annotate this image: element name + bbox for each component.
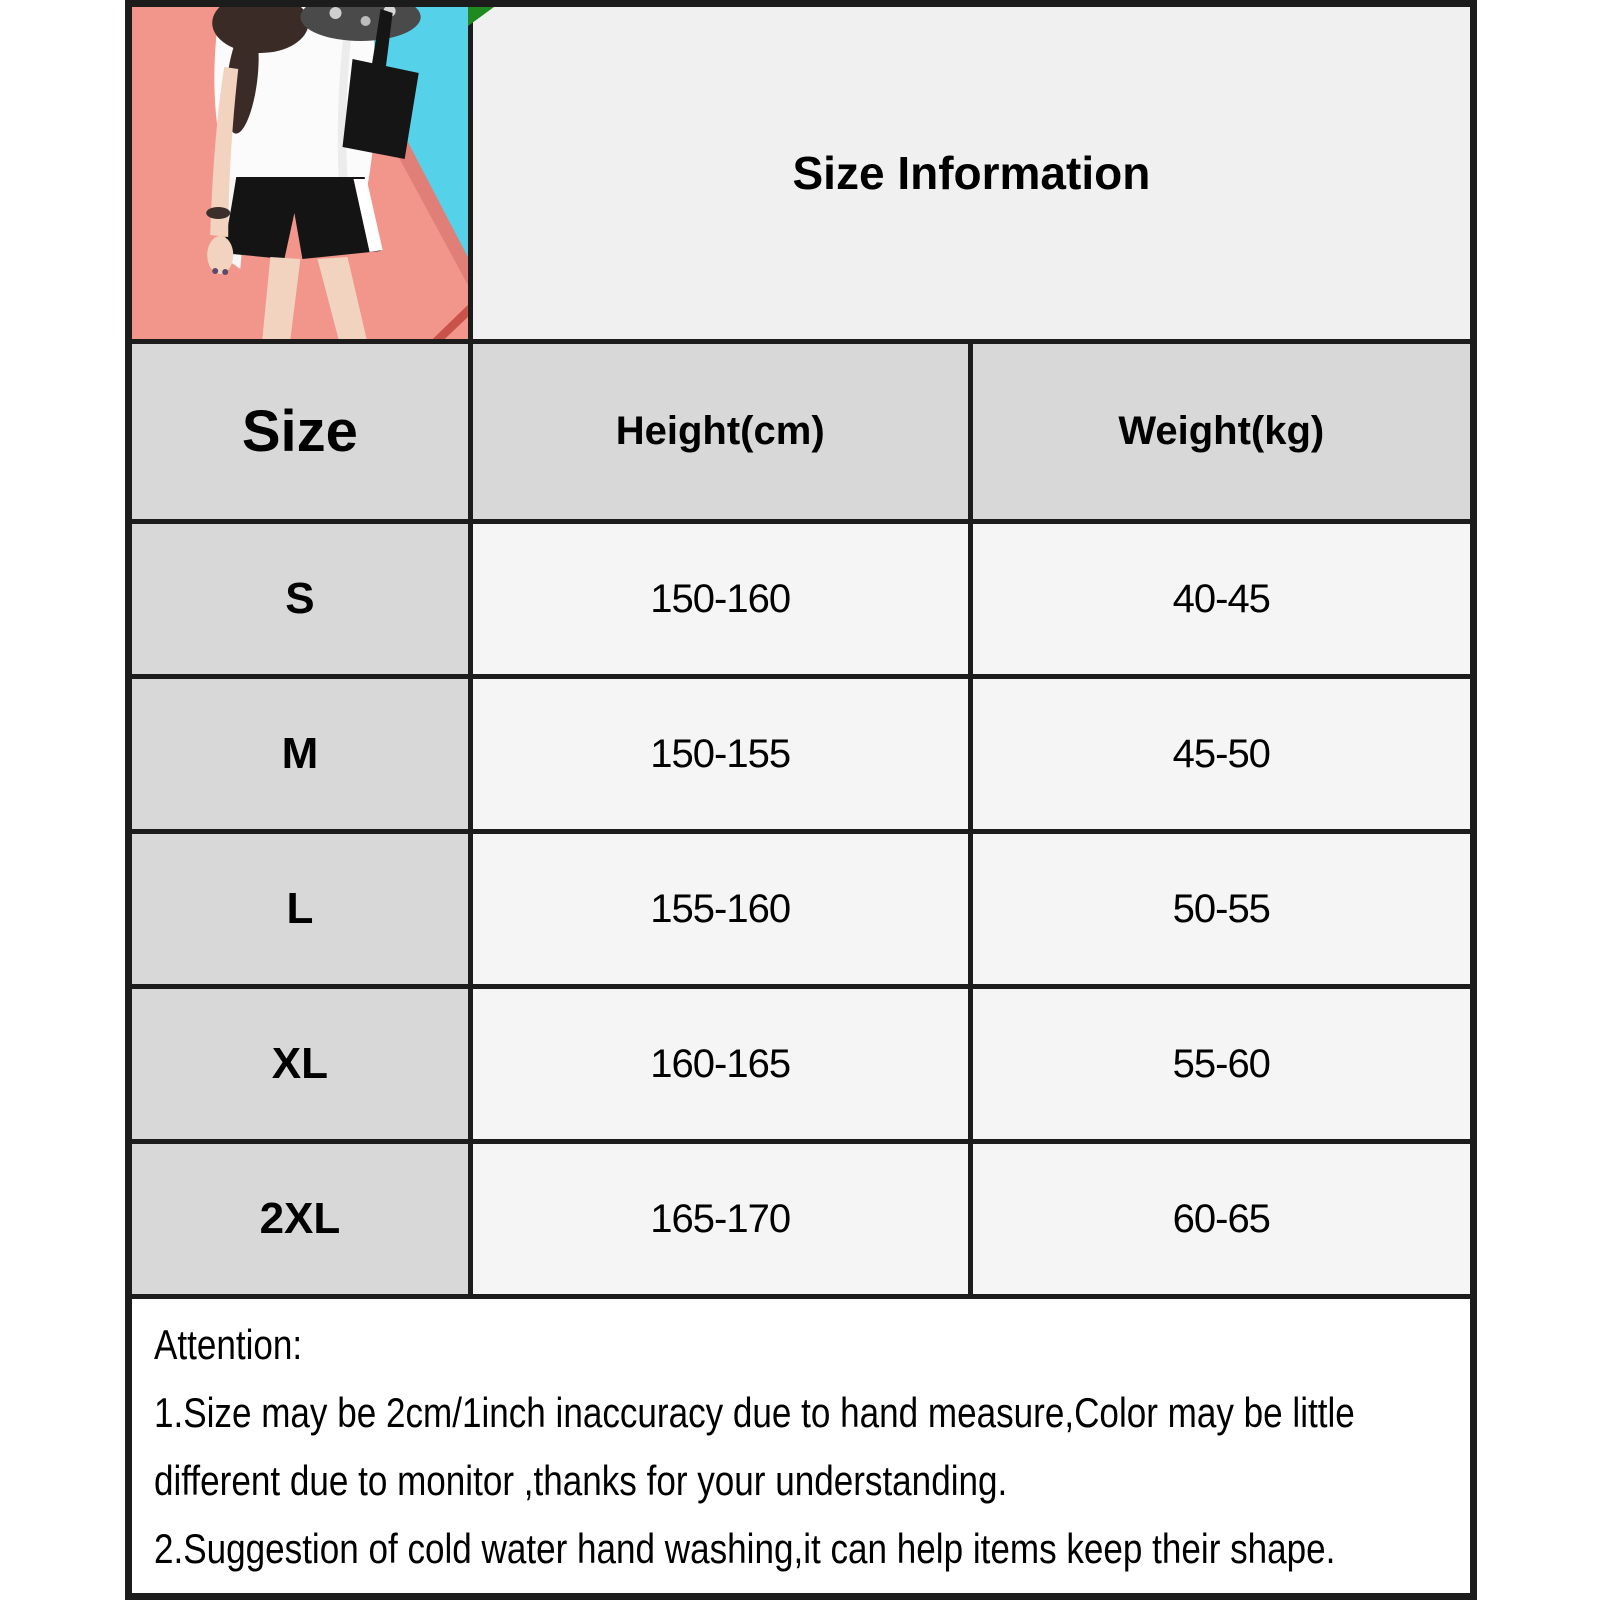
size-chart-sheet <box>125 0 1477 1600</box>
size-cell: M <box>132 679 468 829</box>
table-row <box>132 519 1470 674</box>
attention-text-block <box>154 1311 1457 1583</box>
height-cell: 165-170 <box>468 1144 968 1294</box>
weight-cell: 40-45 <box>968 524 1470 674</box>
height-cell: 160-165 <box>468 989 968 1139</box>
table-row <box>132 829 1470 984</box>
weight-cell: 60-65 <box>968 1144 1470 1294</box>
page-title: Size Information <box>792 147 1151 199</box>
header-cell-height: Height(cm) <box>468 344 968 519</box>
attention-note: 1.Size may be 2cm/1inch inaccuracy due to hand measure,Color may be little different due to monitor ,thanks for your understanding. <box>154 1389 1355 1504</box>
weight-cell: 50-55 <box>968 834 1470 984</box>
table-row <box>132 1139 1470 1294</box>
corner-flag-icon <box>468 7 494 26</box>
size-cell: XL <box>132 989 468 1139</box>
size-cell: S <box>132 524 468 674</box>
size-cell: L <box>132 834 468 984</box>
product-photo <box>132 7 468 339</box>
table-row <box>132 674 1470 829</box>
attention-heading: Attention: <box>154 1321 303 1368</box>
weight-cell: 45-50 <box>968 679 1470 829</box>
header-cell-weight: Weight(kg) <box>968 344 1470 519</box>
height-cell: 150-160 <box>468 524 968 674</box>
height-cell: 155-160 <box>468 834 968 984</box>
photo-illustration <box>132 7 468 339</box>
attention-note: 2.Suggestion of cold water hand washing,it can help items keep their shape. <box>154 1525 1336 1572</box>
height-cell: 150-155 <box>468 679 968 829</box>
weight-cell: 55-60 <box>968 989 1470 1139</box>
attention-section <box>132 1294 1470 1593</box>
top-band <box>132 7 1470 339</box>
table-header-row <box>132 339 1470 519</box>
title-cell <box>468 7 1470 339</box>
size-cell: 2XL <box>132 1144 468 1294</box>
header-cell-size: Size <box>241 399 358 464</box>
table-row <box>132 984 1470 1139</box>
